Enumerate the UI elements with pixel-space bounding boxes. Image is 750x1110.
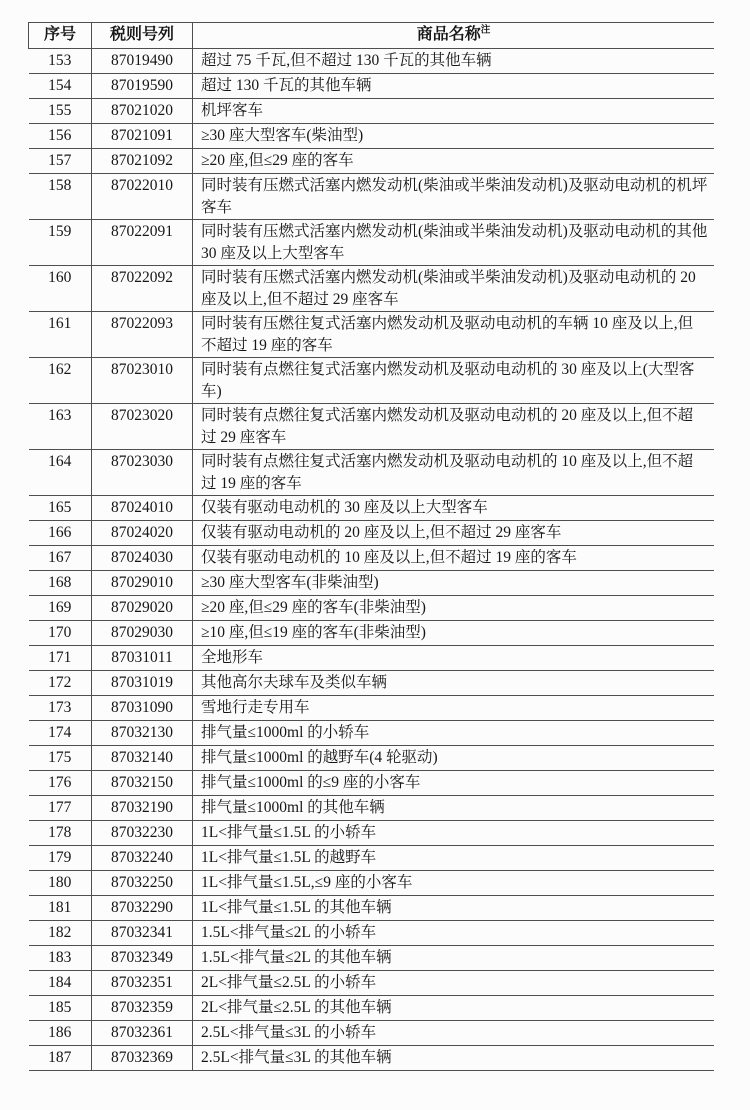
tariff-code-cell: 87023030 <box>92 450 193 496</box>
product-name-cell: ≥20 座,但≤29 座的客车(非柴油型) <box>193 596 715 621</box>
product-name-cell: 同时装有压燃往复式活塞内燃发动机及驱动电动机的车辆 10 座及以上,但不超过 19 座的客车 <box>193 312 715 358</box>
serial-number-cell: 184 <box>29 971 92 996</box>
tariff-code-cell: 87029020 <box>92 596 193 621</box>
serial-number-cell: 179 <box>29 846 92 871</box>
tariff-code-cell: 87021020 <box>92 99 193 124</box>
product-name-cell: 同时装有点燃往复式活塞内燃发动机及驱动电动机的 10 座及以上,但不超过 19 座的客车 <box>193 450 715 496</box>
product-name-cell: 其他高尔夫球车及类似车辆 <box>193 671 715 696</box>
tariff-code-cell: 87032250 <box>92 871 193 896</box>
serial-number-cell: 157 <box>29 149 92 174</box>
product-name-cell: 排气量≤1000ml 的小轿车 <box>193 721 715 746</box>
serial-number-cell: 158 <box>29 174 92 220</box>
product-name-cell: 雪地行走专用车 <box>193 696 715 721</box>
product-name-cell: 仅装有驱动电动机的 10 座及以上,但不超过 19 座的客车 <box>193 546 715 571</box>
column-header-product-name-text: 商品名称 <box>416 26 481 43</box>
table-row <box>29 358 715 404</box>
serial-number-cell: 187 <box>29 1046 92 1071</box>
tariff-code-cell: 87031019 <box>92 671 193 696</box>
tariff-table <box>28 22 714 1071</box>
tariff-code-cell: 87032351 <box>92 971 193 996</box>
serial-number-cell: 154 <box>29 74 92 99</box>
table-row <box>29 450 715 496</box>
table-row <box>29 404 715 450</box>
table-row <box>29 996 715 1021</box>
serial-number-cell: 177 <box>29 796 92 821</box>
tariff-code-cell: 87024030 <box>92 546 193 571</box>
product-name-cell: 同时装有压燃式活塞内燃发动机(柴油或半柴油发动机)及驱动电动机的其他 30 座及以上大型客车 <box>193 220 715 266</box>
serial-number-cell: 178 <box>29 821 92 846</box>
table-row <box>29 521 715 546</box>
tariff-code-cell: 87022010 <box>92 174 193 220</box>
tariff-code-cell: 87019490 <box>92 49 193 74</box>
tariff-code-cell: 87032349 <box>92 946 193 971</box>
product-name-cell: 仅装有驱动电动机的 30 座及以上大型客车 <box>193 496 715 521</box>
serial-number-cell: 165 <box>29 496 92 521</box>
table-row <box>29 696 715 721</box>
product-name-cell: 1L<排气量≤1.5L 的其他车辆 <box>193 896 715 921</box>
serial-number-cell: 167 <box>29 546 92 571</box>
table-row <box>29 846 715 871</box>
serial-number-cell: 186 <box>29 1021 92 1046</box>
tariff-code-cell: 87032190 <box>92 796 193 821</box>
serial-number-cell: 161 <box>29 312 92 358</box>
tariff-code-cell: 87032290 <box>92 896 193 921</box>
table-body <box>29 49 715 1071</box>
tariff-code-cell: 87032230 <box>92 821 193 846</box>
product-name-cell: 1L<排气量≤1.5L 的小轿车 <box>193 821 715 846</box>
table-row <box>29 1021 715 1046</box>
serial-number-cell: 169 <box>29 596 92 621</box>
product-name-cell: 2.5L<排气量≤3L 的小轿车 <box>193 1021 715 1046</box>
serial-number-cell: 171 <box>29 646 92 671</box>
table-header-row <box>29 23 715 49</box>
tariff-code-cell: 87032130 <box>92 721 193 746</box>
product-name-cell: ≥30 座大型客车(柴油型) <box>193 124 715 149</box>
product-name-cell: 1L<排气量≤1.5L,≤9 座的小客车 <box>193 871 715 896</box>
serial-number-cell: 183 <box>29 946 92 971</box>
table-row <box>29 746 715 771</box>
table-row <box>29 266 715 312</box>
product-name-cell: 同时装有压燃式活塞内燃发动机(柴油或半柴油发动机)及驱动电动机的机坪客车 <box>193 174 715 220</box>
tariff-code-cell: 87029030 <box>92 621 193 646</box>
tariff-code-cell: 87021091 <box>92 124 193 149</box>
product-name-cell: 2L<排气量≤2.5L 的其他车辆 <box>193 996 715 1021</box>
table-row <box>29 971 715 996</box>
table-row <box>29 896 715 921</box>
serial-number-cell: 156 <box>29 124 92 149</box>
tariff-code-cell: 87021092 <box>92 149 193 174</box>
product-name-cell: 1.5L<排气量≤2L 的其他车辆 <box>193 946 715 971</box>
serial-number-cell: 153 <box>29 49 92 74</box>
table-row <box>29 49 715 74</box>
table-row <box>29 174 715 220</box>
product-name-cell: 同时装有点燃往复式活塞内燃发动机及驱动电动机的 20 座及以上,但不超过 29 座客车 <box>193 404 715 450</box>
product-name-cell: 排气量≤1000ml 的≤9 座的小客车 <box>193 771 715 796</box>
table-row <box>29 771 715 796</box>
product-name-cell: 2L<排气量≤2.5L 的小轿车 <box>193 971 715 996</box>
product-name-cell: 同时装有压燃式活塞内燃发动机(柴油或半柴油发动机)及驱动电动机的 20 座及以上,但不超过 29 座客车 <box>193 266 715 312</box>
table-row <box>29 124 715 149</box>
column-header-serial-number: 序号 <box>29 23 92 49</box>
serial-number-cell: 166 <box>29 521 92 546</box>
product-name-cell: ≥20 座,但≤29 座的客车 <box>193 149 715 174</box>
table-row <box>29 99 715 124</box>
serial-number-cell: 163 <box>29 404 92 450</box>
tariff-code-cell: 87029010 <box>92 571 193 596</box>
header-note-superscript: 注 <box>480 25 491 36</box>
column-header-tariff-code: 税则号列 <box>92 23 193 49</box>
serial-number-cell: 160 <box>29 266 92 312</box>
table-row <box>29 796 715 821</box>
tariff-code-cell: 87032369 <box>92 1046 193 1071</box>
serial-number-cell: 174 <box>29 721 92 746</box>
serial-number-cell: 162 <box>29 358 92 404</box>
product-name-cell: ≥30 座大型客车(非柴油型) <box>193 571 715 596</box>
serial-number-cell: 175 <box>29 746 92 771</box>
serial-number-cell: 173 <box>29 696 92 721</box>
product-name-cell: 仅装有驱动电动机的 20 座及以上,但不超过 29 座客车 <box>193 521 715 546</box>
tariff-code-cell: 87022092 <box>92 266 193 312</box>
tariff-code-cell: 87023020 <box>92 404 193 450</box>
table-row <box>29 149 715 174</box>
tariff-code-cell: 87023010 <box>92 358 193 404</box>
serial-number-cell: 168 <box>29 571 92 596</box>
tariff-code-cell: 87019590 <box>92 74 193 99</box>
product-name-cell: 1.5L<排气量≤2L 的小轿车 <box>193 921 715 946</box>
serial-number-cell: 172 <box>29 671 92 696</box>
table-row <box>29 74 715 99</box>
table-row <box>29 946 715 971</box>
tariff-code-cell: 87032150 <box>92 771 193 796</box>
serial-number-cell: 155 <box>29 99 92 124</box>
table-row <box>29 721 715 746</box>
table-row <box>29 1046 715 1071</box>
product-name-cell: ≥10 座,但≤19 座的客车(非柴油型) <box>193 621 715 646</box>
table-row <box>29 596 715 621</box>
serial-number-cell: 176 <box>29 771 92 796</box>
product-name-cell: 全地形车 <box>193 646 715 671</box>
tariff-code-cell: 87022093 <box>92 312 193 358</box>
serial-number-cell: 180 <box>29 871 92 896</box>
serial-number-cell: 159 <box>29 220 92 266</box>
product-name-cell: 机坪客车 <box>193 99 715 124</box>
table-row <box>29 821 715 846</box>
table-row <box>29 571 715 596</box>
table-row <box>29 646 715 671</box>
table-row <box>29 921 715 946</box>
tariff-code-cell: 87024020 <box>92 521 193 546</box>
column-header-product-name <box>193 23 715 49</box>
tariff-code-cell: 87024010 <box>92 496 193 521</box>
tariff-code-cell: 87031011 <box>92 646 193 671</box>
tariff-code-cell: 87032140 <box>92 746 193 771</box>
serial-number-cell: 164 <box>29 450 92 496</box>
tariff-code-cell: 87032240 <box>92 846 193 871</box>
table-row <box>29 220 715 266</box>
table-row <box>29 312 715 358</box>
product-name-cell: 1L<排气量≤1.5L 的越野车 <box>193 846 715 871</box>
tariff-code-cell: 87032361 <box>92 1021 193 1046</box>
tariff-code-cell: 87031090 <box>92 696 193 721</box>
product-name-cell: 同时装有点燃往复式活塞内燃发动机及驱动电动机的 30 座及以上(大型客车) <box>193 358 715 404</box>
table-row <box>29 871 715 896</box>
tariff-code-cell: 87032341 <box>92 921 193 946</box>
product-name-cell: 2.5L<排气量≤3L 的其他车辆 <box>193 1046 715 1071</box>
serial-number-cell: 185 <box>29 996 92 1021</box>
serial-number-cell: 181 <box>29 896 92 921</box>
serial-number-cell: 182 <box>29 921 92 946</box>
tariff-code-cell: 87032359 <box>92 996 193 1021</box>
serial-number-cell: 170 <box>29 621 92 646</box>
product-name-cell: 超过 130 千瓦的其他车辆 <box>193 74 715 99</box>
table-row <box>29 621 715 646</box>
table-row <box>29 671 715 696</box>
product-name-cell: 排气量≤1000ml 的其他车辆 <box>193 796 715 821</box>
table-row <box>29 546 715 571</box>
product-name-cell: 排气量≤1000ml 的越野车(4 轮驱动) <box>193 746 715 771</box>
table-row <box>29 496 715 521</box>
product-name-cell: 超过 75 千瓦,但不超过 130 千瓦的其他车辆 <box>193 49 715 74</box>
tariff-code-cell: 87022091 <box>92 220 193 266</box>
